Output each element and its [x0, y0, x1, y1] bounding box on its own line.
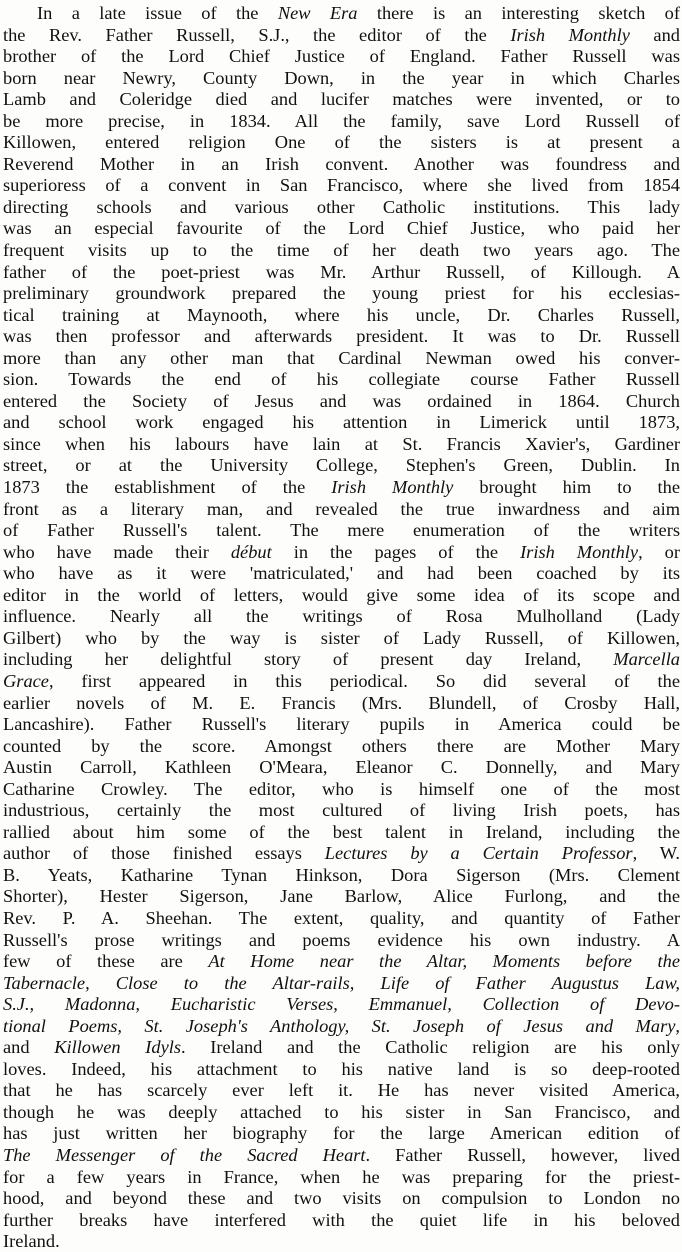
text-line: [3, 1080, 680, 1102]
body-text: In a late issue of the: [37, 3, 278, 23]
body-text: and school work engaged his attention in Limerick until 1873,: [3, 412, 680, 433]
body-text: hood, and beyond these and two visits on compulsion to London no: [3, 1188, 680, 1209]
text-line: [3, 994, 680, 1016]
text-line: [3, 693, 680, 715]
body-text: Ireland.: [3, 1231, 60, 1252]
body-text: there is an interesting sketch of: [357, 3, 680, 23]
body-text: counted by the score. Amongst others there are Mother Mary: [3, 735, 680, 756]
body-text: was then professor and afterwards president. It was to Dr. Russell: [3, 326, 680, 347]
body-text: that he has scarcely ever left it. He has never visited America,: [3, 1080, 680, 1101]
text-line: [3, 930, 680, 952]
text-line: [3, 348, 680, 370]
text-line: [3, 305, 680, 327]
body-text: rallied about him some of the best talent in Ireland, including the: [3, 821, 680, 842]
body-text: preliminary groundwork prepared the young priest for his ecclesias-: [3, 283, 680, 304]
body-text: further breaks have interfered with the quiet life in his beloved: [3, 1209, 680, 1230]
italic-title-text: début: [230, 541, 272, 562]
body-text: . Ireland and the Catholic religion are his only: [181, 1037, 680, 1058]
text-line: [3, 455, 680, 477]
body-text: was an especial favourite of the Lord Chief Justice, who paid her: [3, 218, 680, 239]
text-line: [3, 1102, 680, 1124]
body-text: the Rev. Father Russell, S.J., the editor of the: [3, 24, 511, 45]
text-line: [3, 175, 680, 197]
text-line: [3, 779, 680, 801]
italic-title-text: Grace: [3, 670, 49, 691]
body-text: influence. Nearly all the writings of Rosa Mulholland (Lady: [3, 606, 680, 627]
body-text: tical training at Maynooth, where his uncle, Dr. Charles Russell,: [3, 304, 680, 325]
text-line: [3, 736, 680, 758]
italic-title-text: Tabernacle, Close to the Altar-rails, Life of Father Augustus Law,: [3, 972, 680, 993]
body-text: Austin Carroll, Kathleen O'Meara, Eleanor C. Donnelly, and Mary: [3, 757, 680, 778]
text-line: [3, 132, 680, 154]
body-text: front as a literary man, and revealed the true inwardness and aim: [3, 498, 680, 519]
text-line: [3, 628, 680, 650]
body-text: Reverend Mother in an Irish convent. Another was foundress and: [3, 153, 680, 174]
body-text: in the pages of the: [271, 541, 521, 562]
text-line: [3, 1145, 680, 1167]
text-line: [3, 714, 680, 736]
text-line: [3, 1167, 680, 1189]
text-line: [3, 1037, 680, 1059]
text-line: [3, 46, 680, 68]
text-line: [3, 412, 680, 434]
body-text: Lancashire). Father Russell's literary pupils in America could be: [3, 714, 680, 735]
italic-title-text: New Era: [277, 3, 358, 23]
body-text: brother of the Lord Chief Justice of England. Father Russell was: [3, 46, 680, 67]
italic-title-text: Marcella: [613, 649, 680, 670]
text-line: [3, 865, 680, 887]
text-line: [3, 197, 680, 219]
text-line: [3, 757, 680, 779]
body-text: Shorter), Hester Sigerson, Jane Barlow, Alice Furlong, and the: [3, 886, 680, 907]
body-text: frequent visits up to the time of her death two years ago. The: [3, 240, 680, 261]
body-text: directing schools and various other Catholic institutions. This lady: [3, 196, 680, 217]
italic-title-text: Irish Monthly: [331, 477, 454, 498]
body-text: for a few years in France, when he was preparing for the priest-: [3, 1166, 680, 1187]
body-text: superioress of a convent in San Francisco, where she lived from 1854: [3, 175, 680, 196]
italic-title-text: Lectures by a Certain Professor: [324, 843, 633, 864]
text-line: [3, 542, 680, 564]
italic-title-text: tional Poems, St. Joseph's Anthology, St. Joseph of Jesus and Mary: [3, 1015, 676, 1036]
body-text: , or: [638, 541, 680, 562]
body-text: earlier novels of M. E. Francis (Mrs. Blundell, of Crosby Hall,: [3, 692, 680, 713]
body-text: Gilbert) who by the way is sister of Lady Russell, of Killowen,: [3, 627, 680, 648]
body-text: Rev. P. A. Sheehan. The extent, quality, and quantity of Father: [3, 907, 680, 928]
body-text: Catharine Crowley. The editor, who is himself one of the most: [3, 778, 680, 799]
text-line: [3, 822, 680, 844]
body-text: who have as it were 'matriculated,' and had been coached by its: [3, 563, 680, 584]
text-line: [3, 606, 680, 628]
text-line: [3, 1059, 680, 1081]
body-text: , W.: [632, 843, 680, 864]
text-line: [3, 89, 680, 111]
italic-title-text: S.J., Madonna, Eucharistic Verses, Emmanuel, Collection of Devo-: [3, 994, 680, 1015]
body-text: Russell's prose writings and poems evidence his own industry. A: [3, 929, 680, 950]
body-text: has just written her biography for the large American edition of: [3, 1123, 680, 1144]
text-line: [3, 154, 680, 176]
text-line: [3, 326, 680, 348]
text-line: [3, 1188, 680, 1210]
text-line: [3, 434, 680, 456]
text-line: [3, 262, 680, 284]
text-line: [3, 585, 680, 607]
body-text: . Father Russell, however, lived: [365, 1144, 680, 1165]
body-text: father of the poet-priest was Mr. Arthur Russell, of Killough. A: [3, 261, 680, 282]
text-line: [3, 520, 680, 542]
body-text: B. Yeats, Katharine Tynan Hinkson, Dora Sigerson (Mrs. Clement: [3, 864, 680, 885]
text-line: [3, 1210, 680, 1232]
body-text: ,: [675, 1015, 680, 1036]
body-text: of Father Russell's talent. The mere enumeration of the writers: [3, 520, 680, 541]
text-line: [3, 973, 680, 995]
text-line: [3, 563, 680, 585]
text-line: [3, 1231, 680, 1252]
body-text: industrious, certainly the most cultured of living Irish poets, has: [3, 800, 680, 821]
body-text: be more precise, in 1834. All the family, save Lord Russell of: [3, 110, 680, 131]
body-text: since when his labours have lain at St. Francis Xavier's, Gardiner: [3, 433, 680, 454]
body-text: born near Newry, County Down, in the year in which Charles: [3, 67, 680, 88]
italic-title-text: Irish Monthly: [520, 541, 639, 562]
text-line: [3, 283, 680, 305]
body-text: author of those finished essays: [3, 843, 325, 864]
body-text: and: [3, 1037, 55, 1058]
text-line: [3, 800, 680, 822]
body-text: more than any other man that Cardinal Newman owed his conver-: [3, 347, 680, 368]
text-line: [3, 1123, 680, 1145]
body-text: street, or at the University College, Stephen's Green, Dublin. In: [3, 455, 680, 476]
body-text: editor in the world of letters, would give some idea of its scope and: [3, 584, 680, 605]
body-text: 1873 the establishment of the: [3, 477, 332, 498]
body-text: Lamb and Coleridge died and lucifer matches were invented, or to: [3, 89, 680, 110]
italic-title-text: At Home near the Altar, Moments before the: [208, 951, 680, 972]
body-text: Killowen, entered religion One of the sisters is at present a: [3, 132, 680, 153]
body-text: sion. Towards the end of his collegiate course Father Russell: [3, 369, 680, 390]
body-text: , first appeared in this periodical. So did several of the: [48, 670, 680, 691]
text-line: [3, 25, 680, 47]
text-line: [3, 951, 680, 973]
text-line: [3, 218, 680, 240]
body-text: including her delightful story of present day Ireland,: [3, 649, 614, 670]
text-line: [3, 391, 680, 413]
body-text: brought him to the: [453, 477, 680, 498]
text-line: [3, 499, 680, 521]
text-line: [3, 886, 680, 908]
body-text: and: [629, 24, 680, 45]
body-text: who have made their: [3, 541, 231, 562]
text-line: [3, 649, 680, 671]
body-text: loves. Indeed, his attachment to his native land is so deep-rooted: [3, 1058, 680, 1079]
text-line: [3, 843, 680, 865]
text-line: [3, 1016, 680, 1038]
text-line: [3, 477, 680, 499]
text-line: [3, 68, 680, 90]
italic-title-text: Irish Monthly: [510, 24, 630, 45]
text-line: [3, 240, 680, 262]
italic-title-text: Killowen Idyls: [54, 1037, 182, 1058]
text-line: [3, 369, 680, 391]
italic-title-text: The Messenger of the Sacred Heart: [3, 1144, 366, 1165]
body-text: entered the Society of Jesus and was ordained in 1864. Church: [3, 390, 680, 411]
text-line: [3, 671, 680, 693]
text-line: [3, 3, 680, 25]
text-line: [3, 908, 680, 930]
text-line: [3, 111, 680, 133]
body-text: few of these are: [3, 951, 209, 972]
body-text: though he was deeply attached to his sister in San Francisco, and: [3, 1101, 680, 1122]
